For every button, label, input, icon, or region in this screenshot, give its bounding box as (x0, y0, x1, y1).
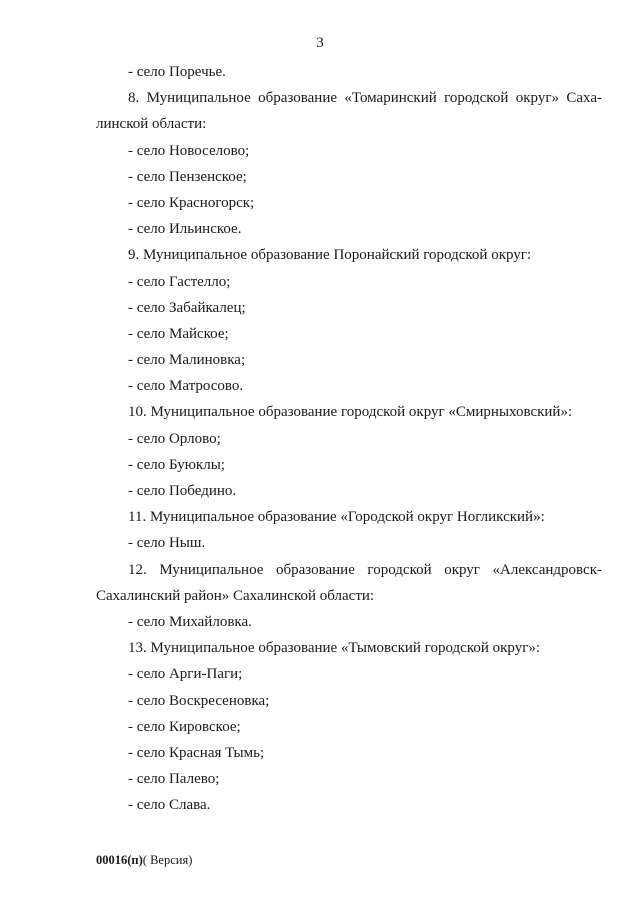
list-item: - село Пензенское; (128, 168, 247, 185)
section-heading: 10. Муниципальное образование городской округ «Смирныховский»: (128, 404, 573, 421)
list-item: - село Майское; (128, 325, 229, 342)
list-item: - село Орлово; (128, 430, 221, 447)
list-item: - село Кировское; (128, 718, 241, 735)
list-item: - село Ныш. (128, 535, 206, 552)
section-heading-continuation: Сахалинский район» Сахалинской области: (96, 587, 375, 604)
list-item: - село Победино. (128, 483, 237, 499)
list-item: - село Буюклы; (128, 456, 225, 473)
page-number: 3 (316, 35, 324, 51)
list-item: - село Матросово. (128, 378, 244, 395)
list-item: - село Гастелло; (128, 273, 231, 290)
document-footer (96, 852, 192, 868)
section-heading: 8. Муниципальное образование «Томаринский городской округ» Саха- (128, 90, 602, 107)
list-item: - село Ильинское. (128, 221, 242, 238)
list-item: - село Михайловка. (128, 613, 252, 630)
section-heading: 11. Муниципальное образование «Городской округ Ногликский»: (128, 509, 545, 526)
section-heading-continuation: линской области: (96, 116, 207, 133)
list-item: - село Забайкалец; (128, 299, 246, 316)
list-item: - село Поречье. (128, 64, 226, 80)
footer-version: ( Версия) (142, 853, 193, 867)
list-item: - село Новоселово; (128, 142, 250, 159)
list-item: - село Воскресеновка; (128, 692, 270, 709)
footer-document-code: 00016(п) (96, 853, 143, 867)
list-item: - село Красногорск; (128, 194, 255, 211)
list-item: - село Малиновка; (128, 352, 246, 369)
list-item: - село Красная Тымь; (128, 744, 265, 761)
list-item: - село Слава. (128, 797, 211, 814)
section-heading: 9. Муниципальное образование Поронайский городской округ: (128, 247, 532, 264)
section-heading: 12. Муниципальное образование городской округ «Александровск- (128, 561, 602, 578)
list-item: - село Арги-Паги; (128, 666, 243, 683)
document-body (96, 59, 602, 818)
section-heading: 13. Муниципальное образование «Тымовский городской округ»: (128, 640, 541, 657)
list-item: - село Палево; (128, 771, 220, 788)
